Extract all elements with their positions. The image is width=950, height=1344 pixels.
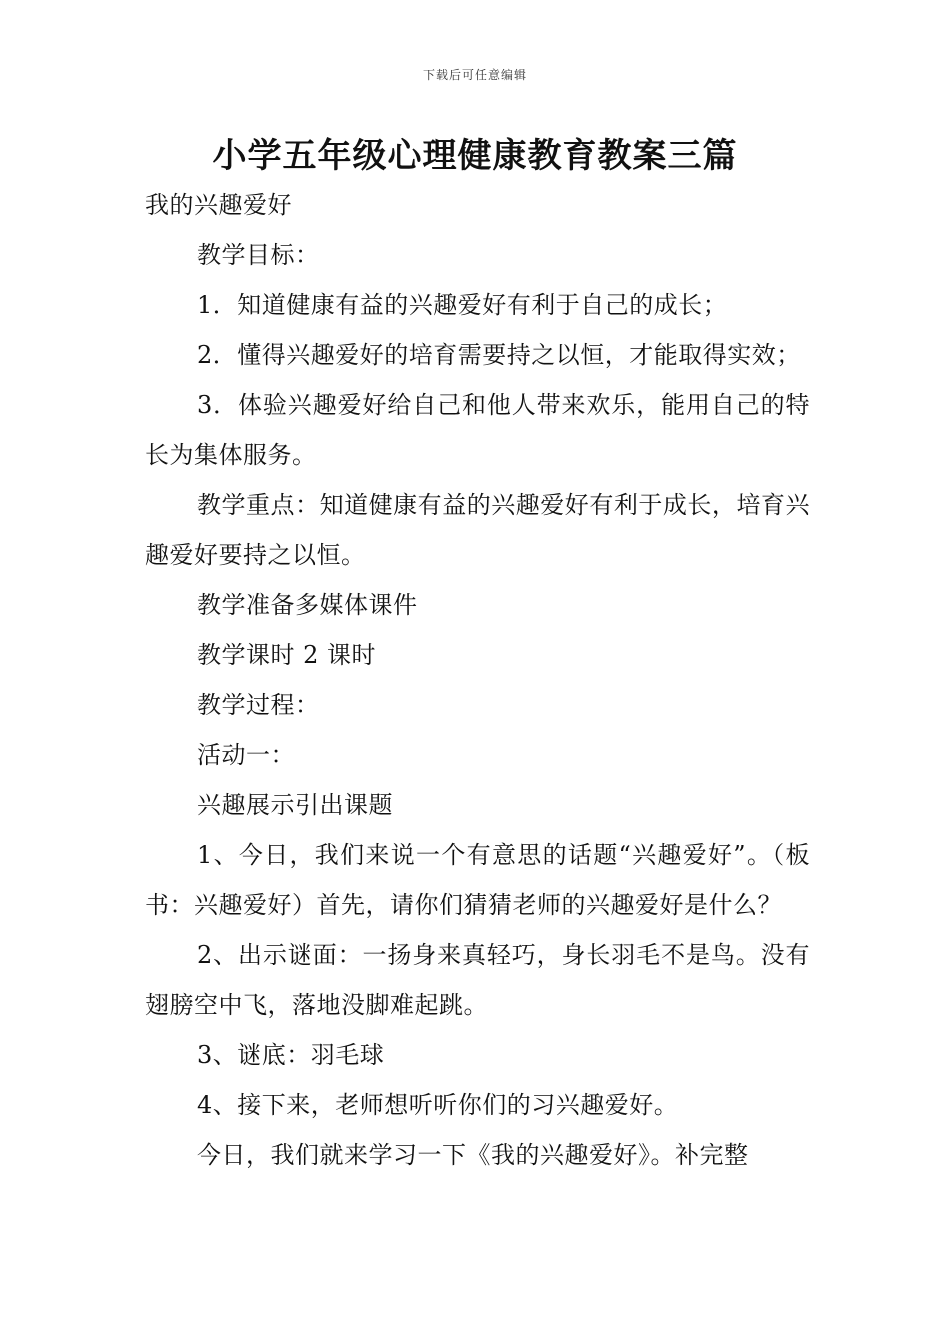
paragraph-activity-title: 兴趣展示引出课题 — [197, 791, 393, 819]
paragraph-objectives-heading: 教学目标： — [197, 241, 320, 269]
paragraph-preparation: 教学准备多媒体课件 — [197, 591, 418, 619]
paragraph-step-3: 3、谜底：羽毛球 — [197, 1041, 385, 1069]
paragraph-intro-lesson: 今日，我们就来学习一下《我的兴趣爱好》。补完整 — [197, 1141, 749, 1169]
paragraph-objective-1: 1．知道健康有益的兴趣爱好有利于自己的成长； — [197, 291, 728, 319]
paragraph-activity-one: 活动一： — [197, 741, 295, 769]
document-body — [145, 180, 810, 1180]
paragraph-objective-2: 2．懂得兴趣爱好的培育需要持之以恒，才能取得实效； — [197, 341, 801, 369]
paragraph-class-hours: 教学课时 2 课时 — [197, 641, 377, 669]
paragraph-key-points: 教学重点：知道健康有益的兴趣爱好有利于成长，培育兴趣爱好要持之以恒。 — [145, 491, 810, 569]
header-note: 下载后可任意编辑 — [422, 68, 527, 82]
paragraph-process-heading: 教学过程： — [197, 691, 320, 719]
paragraph-objective-3: 3．体验兴趣爱好给自己和他人带来欢乐，能用自己的特长为集体服务。 — [145, 391, 810, 469]
paragraph-step-1: 1、今日，我们来说一个有意思的话题“兴趣爱好”。（板书：兴趣爱好）首先，请你们猜猜老师的兴趣爱好是什么？ — [145, 841, 810, 919]
paragraph-step-2: 2、出示谜面：一扬身来真轻巧，身长羽毛不是鸟。没有翅膀空中飞，落地没脚难起跳。 — [145, 941, 810, 1019]
paragraph-step-4: 4、接下来，老师想听听你们的习兴趣爱好。 — [197, 1091, 679, 1119]
section-heading: 我的兴趣爱好 — [145, 191, 292, 219]
document-title: 小学五年级心理健康教育教案三篇 — [212, 136, 738, 176]
